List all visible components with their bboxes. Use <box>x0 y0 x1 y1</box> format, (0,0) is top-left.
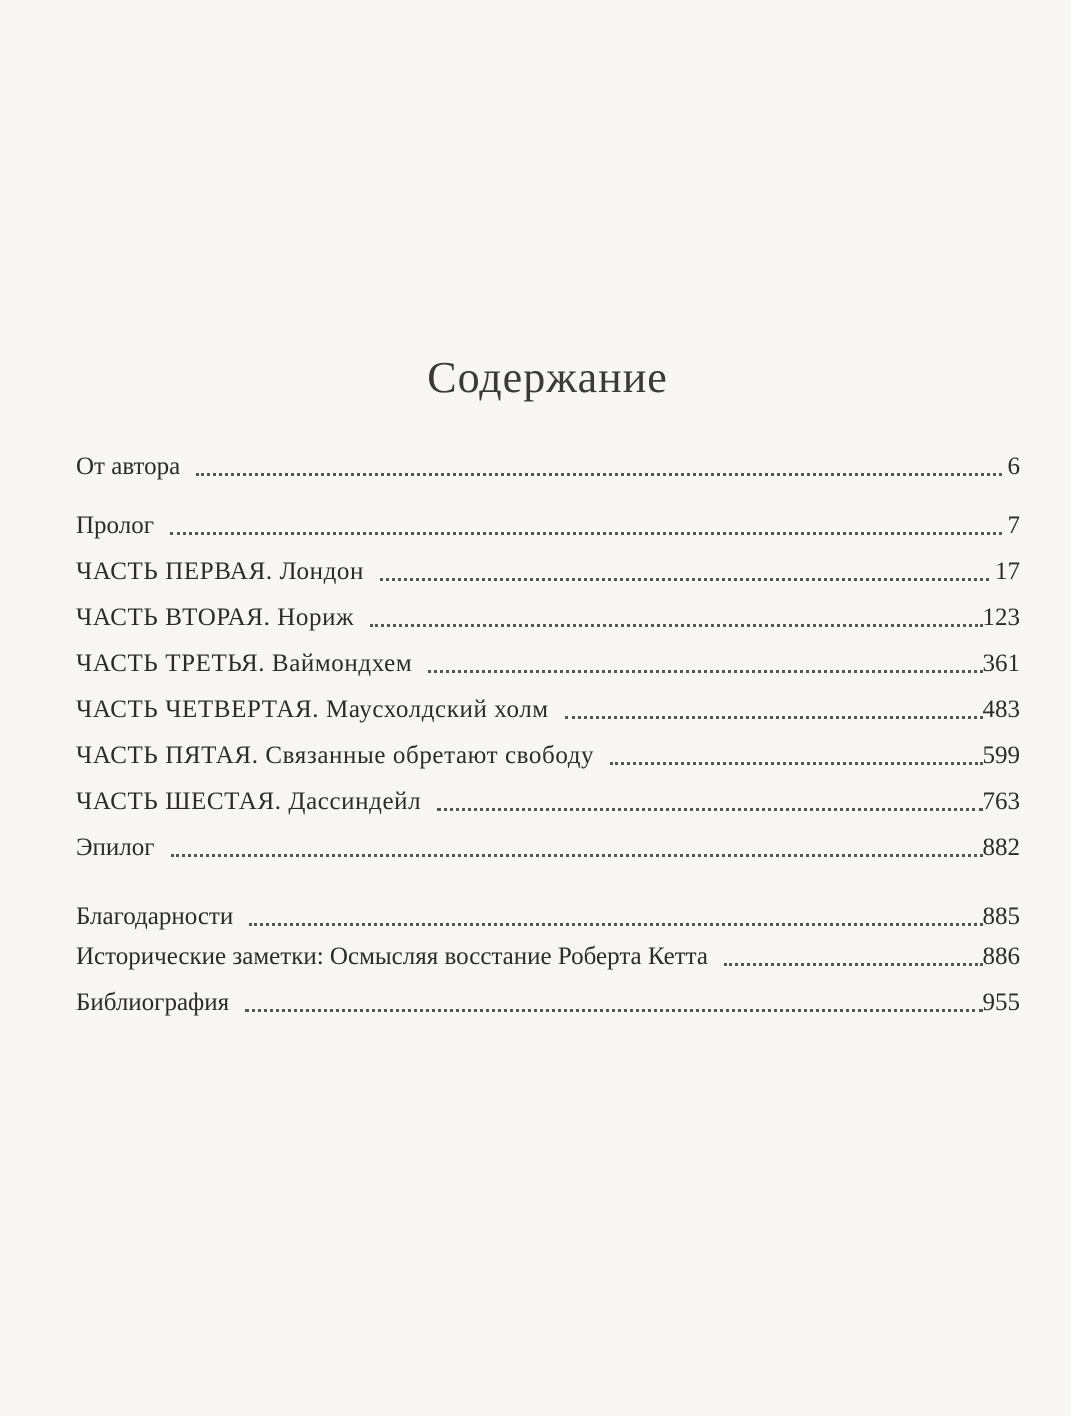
dot-leader <box>610 762 982 765</box>
toc-entry-page: 17 <box>995 558 1020 585</box>
toc-entry-label: ЧАСТЬ ЧЕТВЕРТАЯ. Маусхолдский холм <box>76 696 549 723</box>
toc-entry-bibliography[interactable] <box>76 982 1020 1018</box>
toc-entry-page: 123 <box>982 604 1020 631</box>
toc-entry-author-note[interactable] <box>76 446 1020 482</box>
toc-entry-part-four[interactable] <box>76 689 1020 725</box>
toc-entry-label: ЧАСТЬ ШЕСТАЯ. Дассиндейл <box>76 788 422 815</box>
toc-entry-label: От автора <box>76 453 181 480</box>
toc-entry-page: 483 <box>982 696 1020 723</box>
toc-entry-label: ЧАСТЬ ПЯТАЯ. Связанные обретают свободу <box>76 742 595 769</box>
toc-entry-label: ЧАСТЬ ТРЕТЬЯ. Ваймондхем <box>76 650 413 677</box>
dot-leader <box>249 923 982 926</box>
toc-entry-page: 6 <box>1007 453 1020 480</box>
toc-entry-page: 763 <box>982 788 1020 815</box>
toc-entry-part-five[interactable] <box>76 735 1020 771</box>
toc-entry-historical-notes[interactable] <box>76 936 1020 972</box>
dot-leader <box>196 473 1001 476</box>
dot-leader <box>437 808 982 811</box>
dot-leader <box>724 963 983 966</box>
toc-entry-label: ЧАСТЬ ВТОРАЯ. Нориж <box>76 604 354 631</box>
toc-entry-label: Исторические заметки: Осмысляя восстание Роберта Кетта <box>76 943 708 970</box>
dot-leader <box>370 624 983 627</box>
dot-leader <box>171 854 983 857</box>
dot-leader <box>565 716 983 719</box>
toc-entry-label: Пролог <box>76 512 154 539</box>
toc-entry-page: 7 <box>1007 512 1020 539</box>
dot-leader <box>380 578 989 581</box>
toc-entry-part-three[interactable] <box>76 643 1020 679</box>
toc-entry-label: ЧАСТЬ ПЕРВАЯ. Лондон <box>76 558 364 585</box>
toc-entry-prologue[interactable] <box>76 505 1020 541</box>
toc-entry-part-two[interactable] <box>76 597 1020 633</box>
toc-entry-label: Библиография <box>76 989 230 1016</box>
toc-entry-page: 886 <box>982 943 1020 970</box>
toc-entry-page: 599 <box>982 742 1020 769</box>
dot-leader <box>245 1009 982 1012</box>
toc-entry-label: Эпилог <box>76 834 155 861</box>
toc-entry-part-one[interactable] <box>76 551 1020 587</box>
toc-entry-page: 955 <box>982 989 1020 1016</box>
toc-entry-epilogue[interactable] <box>76 827 1020 863</box>
toc-entry-part-six[interactable] <box>76 781 1020 817</box>
dot-leader <box>428 670 982 673</box>
toc-entry-page: 882 <box>982 834 1020 861</box>
toc-entry-page: 361 <box>982 650 1020 677</box>
toc-entry-label: Благодарности <box>76 903 234 930</box>
toc-entry-acknowledgements[interactable] <box>76 896 1020 932</box>
dot-leader <box>170 532 1002 535</box>
page-title: Содержание <box>427 353 668 402</box>
toc-entry-page: 885 <box>982 903 1020 930</box>
